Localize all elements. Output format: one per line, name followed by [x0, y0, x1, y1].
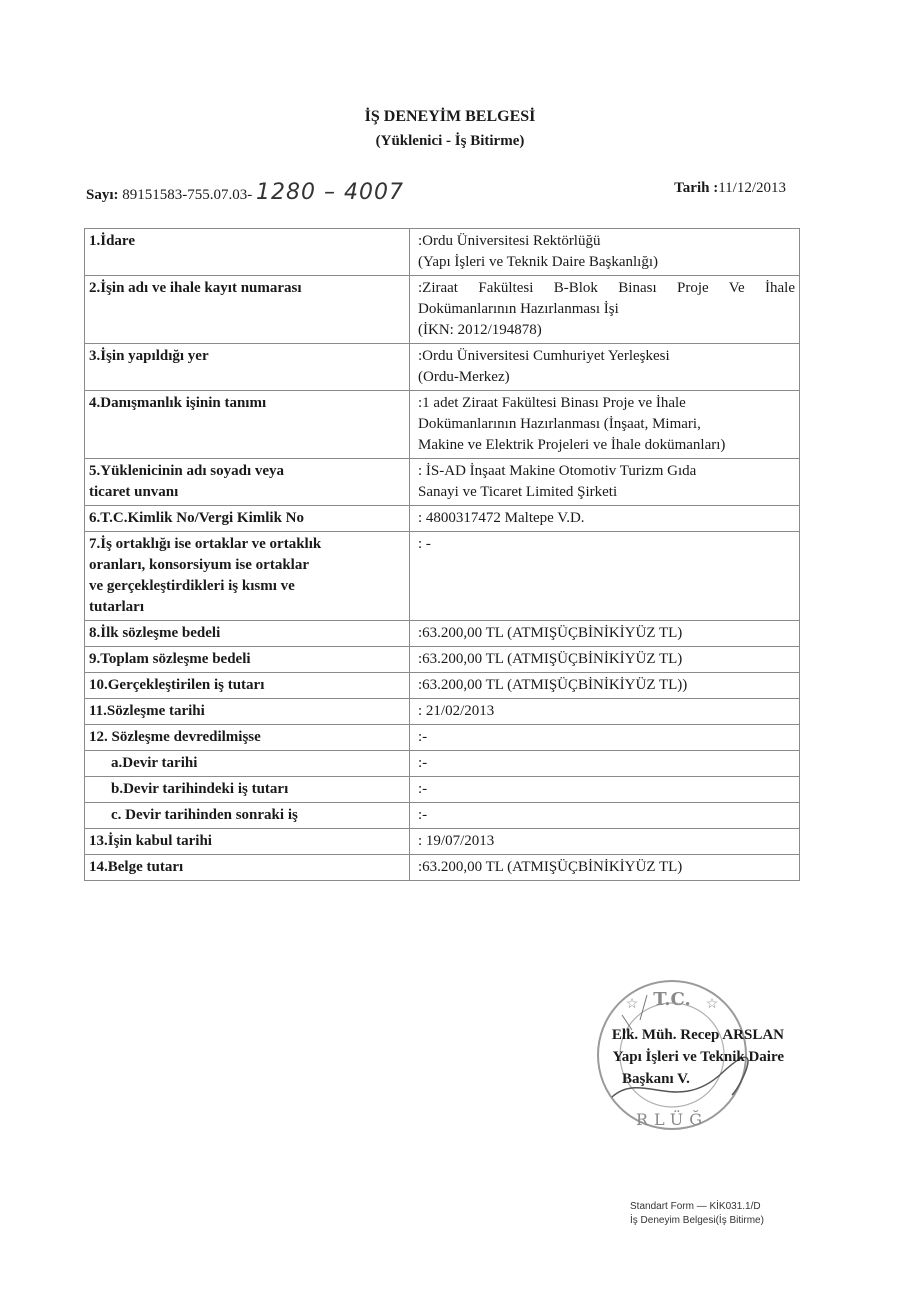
row-label: 2.İşin adı ve ihale kayıt numarası: [85, 276, 410, 344]
row-label: b.Devir tarihindeki iş tutarı: [85, 777, 410, 803]
row-label: 1.İdare: [85, 229, 410, 276]
row-label: 11.Sözleşme tarihi: [85, 699, 410, 725]
row-label: 13.İşin kabul tarihi: [85, 829, 410, 855]
row-value: : 19/07/2013: [410, 829, 800, 855]
row-value: :Ordu Üniversitesi Rektörlüğü (Yapı İşleri ve Teknik Daire Başkanlığı): [410, 229, 800, 276]
tarih-label: Tarih :: [674, 180, 719, 196]
row-label: 5.Yüklenicinin adı soyadı veya ticaret unvanı: [85, 459, 410, 506]
form-footer: [630, 1200, 764, 1228]
sayi-handwritten: 1280 – 4007: [256, 180, 404, 205]
table-row: [85, 855, 800, 881]
table-row: [85, 344, 800, 391]
stamp-bottom-text: RLÜĞ: [635, 1110, 709, 1129]
table-row: [85, 725, 800, 751]
row-value: :63.200,00 TL (ATMIŞÜÇBİNİKİYÜZ TL)): [410, 673, 800, 699]
info-table: [84, 228, 800, 881]
document-title: İŞ DENEYİM BELGESİ: [364, 108, 536, 125]
row-value: : 21/02/2013: [410, 699, 800, 725]
row-value: :-: [410, 725, 800, 751]
row-label: 7.İş ortaklığı ise ortaklar ve ortaklık oranları, konsorsiyum ise ortaklar ve gerçekleştirdikleri iş kısmı ve tutarları: [85, 532, 410, 621]
table-row: [85, 506, 800, 532]
row-label: 14.Belge tutarı: [85, 855, 410, 881]
table-row: [85, 229, 800, 276]
signatory-title: Başkanı V.: [622, 1071, 690, 1087]
row-value: :63.200,00 TL (ATMIŞÜÇBİNİKİYÜZ TL): [410, 621, 800, 647]
sayi-number: 89151583-755.07.03-: [122, 187, 253, 203]
row-label: 4.Danışmanlık işinin tanımı: [85, 391, 410, 459]
row-label: 3.İşin yapıldığı yer: [85, 344, 410, 391]
row-label: a.Devir tarihi: [85, 751, 410, 777]
row-value: :Ziraat Fakültesi B-Blok Binası Proje Ve İhale Dokümanlarının Hazırlanması İşi (İKN: 2012/194878): [410, 276, 800, 344]
row-value: : İS-AD İnşaat Makine Otomotiv Turizm Gıda Sanayi ve Ticaret Limited Şirketi: [410, 459, 800, 506]
table-row: [85, 829, 800, 855]
signatory-department: Yapı İşleri ve Teknik Daire: [612, 1049, 784, 1065]
table-row: [85, 459, 800, 506]
row-label: 12. Sözleşme devredilmişse: [85, 725, 410, 751]
table-row: [85, 276, 800, 344]
row-value: :63.200,00 TL (ATMIŞÜÇBİNİKİYÜZ TL): [410, 855, 800, 881]
star-icon: ☆: [705, 997, 719, 1012]
row-label: 6.T.C.Kimlik No/Vergi Kimlik No: [85, 506, 410, 532]
footer-form-name: İş Deneyim Belgesi(İş Bitirme): [630, 1215, 764, 1226]
table-row: [85, 699, 800, 725]
row-value: : -: [410, 532, 800, 621]
row-label: 10.Gerçekleştirilen iş tutarı: [85, 673, 410, 699]
signatory-name: Elk. Müh. Recep ARSLAN: [611, 1027, 784, 1043]
row-label: 8.İlk sözleşme bedeli: [85, 621, 410, 647]
document-date: [674, 180, 786, 197]
stamp-top-text: T.C.: [653, 989, 691, 1010]
footer-form-code: Standart Form — KİK031.1/D: [630, 1201, 761, 1212]
tarih-value: 11/12/2013: [718, 180, 786, 196]
row-value: :63.200,00 TL (ATMIŞÜÇBİNİKİYÜZ TL): [410, 647, 800, 673]
table-row: [85, 391, 800, 459]
row-value: : 4800317472 Maltepe V.D.: [410, 506, 800, 532]
row-value: :-: [410, 803, 800, 829]
row-value: :Ordu Üniversitesi Cumhuriyet Yerleşkesi (Ordu-Merkez): [410, 344, 800, 391]
table-row: [85, 621, 800, 647]
table-row: [85, 673, 800, 699]
table-row: [85, 751, 800, 777]
star-icon: ☆: [625, 997, 639, 1012]
table-row: [85, 777, 800, 803]
row-value: :-: [410, 777, 800, 803]
reference-number: [86, 180, 404, 205]
row-label: c. Devir tarihinden sonraki iş: [85, 803, 410, 829]
table-row: [85, 803, 800, 829]
table-row: [85, 532, 800, 621]
row-value: :-: [410, 751, 800, 777]
table-row: [85, 647, 800, 673]
row-label: 9.Toplam sözleşme bedeli: [85, 647, 410, 673]
document-subtitle: (Yüklenici - İş Bitirme): [375, 133, 525, 149]
row-value: :1 adet Ziraat Fakültesi Binası Proje ve İhale Dokümanlarının Hazırlanması (İnşaat, Mimari, Makine ve Elektrik Projeleri ve İhale dokümanları): [410, 391, 800, 459]
sayi-label: Sayı:: [86, 187, 119, 203]
